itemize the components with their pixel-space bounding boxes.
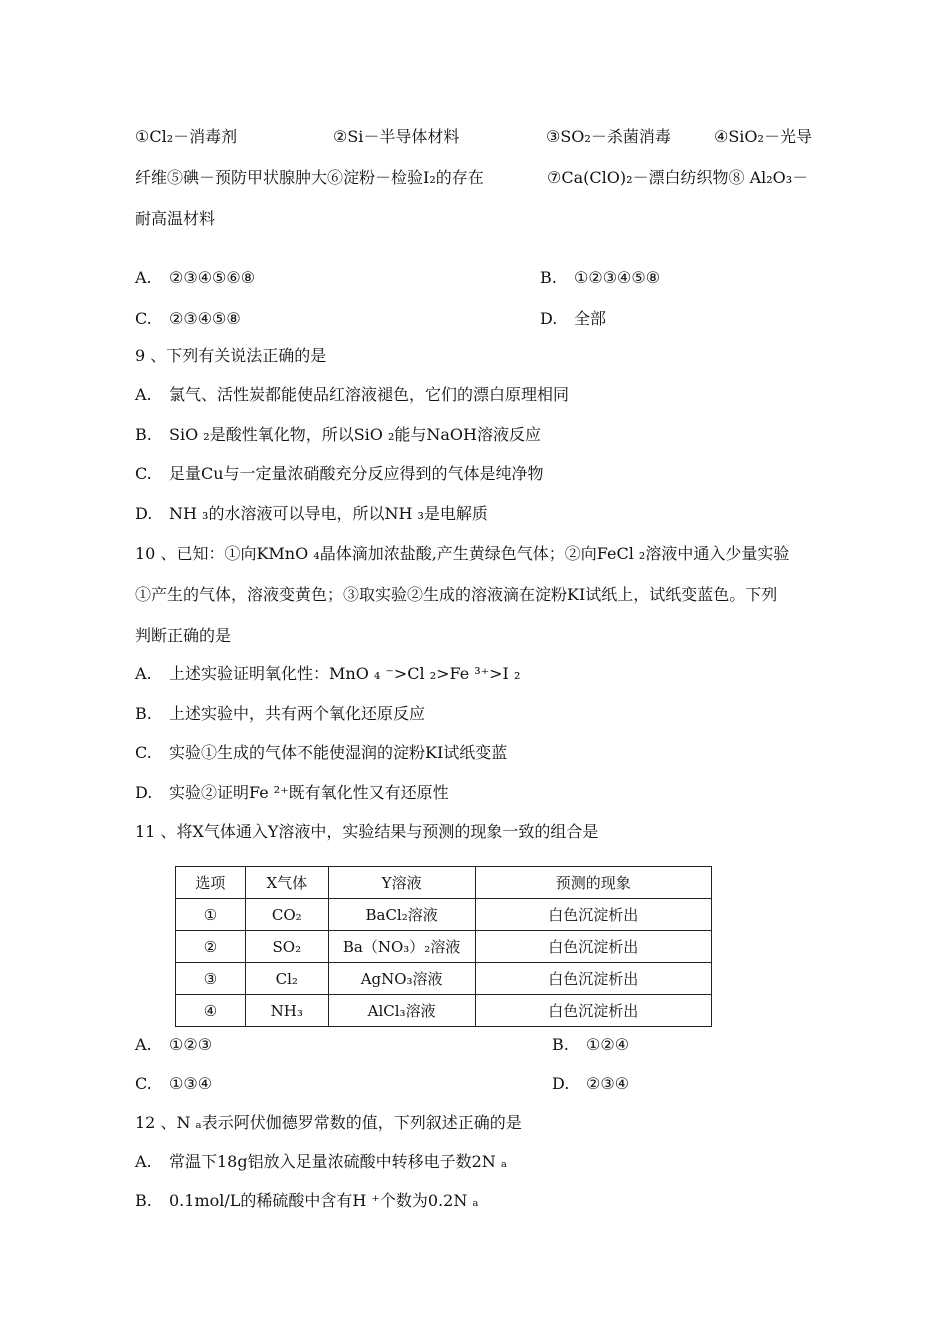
q9-option-d: D. NH ₃的水溶液可以导电，所以NH ₃是电解质 <box>135 504 488 523</box>
q11-option-b: B. ①②④ <box>552 1035 630 1054</box>
q8-item-2: ②Si－半导体材料 <box>333 127 460 146</box>
q8-items-row2b: ⑦Ca(ClO)₂－漂白纺织物⑧ Al₂O₃－ <box>547 168 809 187</box>
q9-stem: 9 、下列有关说法正确的是 <box>135 346 327 365</box>
q8-item-4: ④SiO₂－光导 <box>714 127 812 146</box>
table-cell: AlCl₃溶液 <box>328 995 475 1027</box>
q8-item-1: ①Cl₂－消毒剂 <box>135 127 238 146</box>
q11-option-d: D. ②③④ <box>552 1074 630 1093</box>
table-cell: 白色沉淀析出 <box>475 995 711 1027</box>
table-cell: Cl₂ <box>245 963 328 995</box>
table-cell: ③ <box>176 963 246 995</box>
q9-option-b: B. SiO ₂是酸性氧化物，所以SiO ₂能与NaOH溶液反应 <box>135 425 542 444</box>
table-header-cell: 预测的现象 <box>475 867 711 899</box>
table-row <box>176 931 712 963</box>
q10-option-c: C. 实验①生成的气体不能使湿润的淀粉KI试纸变蓝 <box>135 743 508 762</box>
q8-item-3: ③SO₂－杀菌消毒 <box>546 127 671 146</box>
table-header-cell: Y溶液 <box>328 867 475 899</box>
table-cell: SO₂ <box>245 931 328 963</box>
table-header-row <box>176 867 712 899</box>
q12-option-a: A. 常温下18g铝放入足量浓硫酸中转移电子数2N ₐ <box>135 1152 508 1171</box>
table-cell: NH₃ <box>245 995 328 1027</box>
q11-option-c: C. ①③④ <box>135 1074 213 1093</box>
q11-stem: 11 、将X气体通入Y溶液中，实验结果与预测的现象一致的组合是 <box>135 822 599 841</box>
q8-option-a: A. ②③④⑤⑥⑧ <box>135 268 256 287</box>
table-header-cell: 选项 <box>176 867 246 899</box>
table-row <box>176 899 712 931</box>
q9-option-c: C. 足量Cu与一定量浓硝酸充分反应得到的气体是纯净物 <box>135 464 544 483</box>
q10-stem-line-2: ①产生的气体，溶液变黄色；③取实验②生成的溶液滴在淀粉KI试纸上，试纸变蓝色。下列 <box>135 585 778 604</box>
table-cell: Ba（NO₃）₂溶液 <box>328 931 475 963</box>
table-row <box>176 995 712 1027</box>
table-cell: AgNO₃溶液 <box>328 963 475 995</box>
q12-stem: 12 、N ₐ表示阿伏伽德罗常数的值，下列叙述正确的是 <box>135 1113 522 1132</box>
q12-option-b: B. 0.1mol/L的稀硫酸中含有H ⁺个数为0.2N ₐ <box>135 1191 479 1210</box>
q9-option-a: A. 氯气、活性炭都能使品红溶液褪色，它们的漂白原理相同 <box>135 385 570 404</box>
q10-stem-line-1: 10 、已知：①向KMnO ₄晶体滴加浓盐酸,产生黄绿色气体；②向FeCl ₂溶液中通入少量实验 <box>135 544 790 563</box>
table-cell: 白色沉淀析出 <box>475 963 711 995</box>
q8-option-b: B. ①②③④⑤⑧ <box>540 268 661 287</box>
table-header-cell: X气体 <box>245 867 328 899</box>
table-cell: CO₂ <box>245 899 328 931</box>
q10-option-d: D. 实验②证明Fe ²⁺既有氧化性又有还原性 <box>135 783 449 802</box>
q8-option-d: D. 全部 <box>540 309 607 328</box>
q8-items-row2a: 纤维⑤碘－预防甲状腺肿大⑥淀粉－检验I₂的存在 <box>135 168 484 187</box>
table-cell: ④ <box>176 995 246 1027</box>
q8-items-row3: 耐高温材料 <box>135 209 216 228</box>
table-cell: ② <box>176 931 246 963</box>
table-cell: ① <box>176 899 246 931</box>
table-cell: BaCl₂溶液 <box>328 899 475 931</box>
q10-stem-line-3: 判断正确的是 <box>135 626 232 645</box>
table-row <box>176 963 712 995</box>
q11-option-a: A. ①②③ <box>135 1035 213 1054</box>
table-cell: 白色沉淀析出 <box>475 931 711 963</box>
q10-option-a: A. 上述实验证明氧化性：MnO ₄ ⁻>Cl ₂>Fe ³⁺>I ₂ <box>135 664 521 683</box>
q10-option-b: B. 上述实验中，共有两个氧化还原反应 <box>135 704 426 723</box>
q11-table <box>175 866 712 1027</box>
q8-option-c: C. ②③④⑤⑧ <box>135 309 241 328</box>
table-cell: 白色沉淀析出 <box>475 899 711 931</box>
